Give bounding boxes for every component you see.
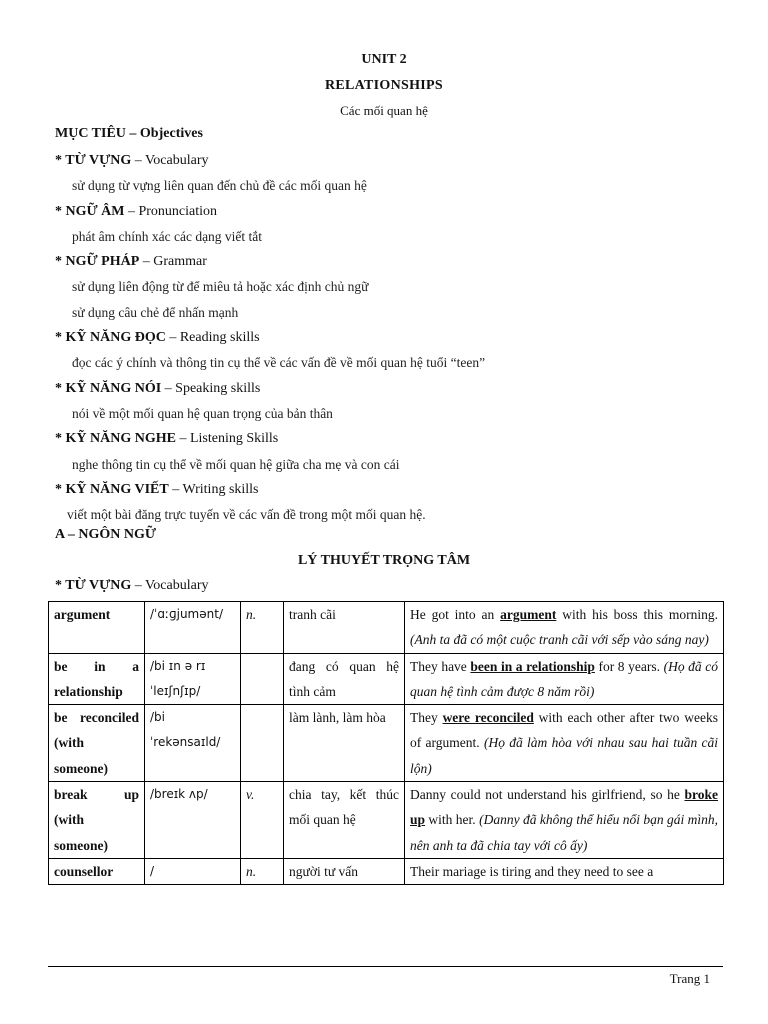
objective-listening: * KỸ NĂNG NGHE – Listening Skills — [55, 431, 279, 447]
vocab-word: be reconciled (with someone) — [49, 705, 145, 782]
section-a-heading: A – NGÔN NGỮ — [55, 527, 156, 542]
example-text: with his boss this morning. — [556, 607, 718, 622]
vocab-word: argument — [49, 602, 145, 654]
objective-writing: * KỸ NĂNG VIẾT – Writing skills — [55, 481, 259, 497]
vocab-part-of-speech — [241, 653, 284, 705]
vocab-meaning: chia tay, kết thúc mối quan hệ — [284, 782, 405, 859]
example-text: They — [410, 710, 443, 726]
objective-desc: nghe thông tin cụ thể về mối quan hệ giữa cha mẹ và con cái — [72, 456, 400, 472]
vocabulary-table — [48, 601, 724, 885]
vocab-example — [405, 782, 724, 859]
objectives-heading-en: Objectives — [139, 126, 203, 141]
vocab-example — [405, 705, 724, 782]
vocab-meaning: tranh cãi — [284, 602, 405, 654]
page-number: Trang 1 — [669, 971, 710, 986]
objective-reading: * KỸ NĂNG ĐỌC – Reading skills — [55, 330, 260, 346]
vocab-example — [405, 653, 724, 705]
vocab-ipa: /breɪk ʌp/ — [145, 782, 241, 859]
unit-subtitle: Các mối quan hệ — [340, 103, 428, 118]
objective-speaking: * KỸ NĂNG NÓI – Speaking skills — [55, 380, 261, 396]
vocab-part-of-speech: n. — [241, 858, 284, 884]
theory-title: LÝ THUYẾT TRỌNG TÂM — [297, 553, 471, 568]
example-translation: (Anh ta đã có một cuộc tranh cãi với sếp vào sáng nay) — [410, 632, 709, 648]
unit-title: RELATIONSHIPS — [324, 78, 443, 93]
table-row — [49, 602, 724, 654]
example-text: with her. — [425, 812, 476, 828]
vocab-meaning: người tư vấn — [284, 858, 405, 884]
vocab-word: break up (with someone) — [49, 782, 145, 859]
example-translation: (Họ đã làm hòa với nhau sau hai tuần cãi lộn) — [410, 735, 719, 776]
objectives-heading: MỤC TIÊU – Objectives — [55, 126, 203, 141]
vocab-word: be in a relationship — [49, 653, 145, 705]
example-highlight: were reconciled — [442, 710, 534, 726]
table-row — [49, 782, 724, 859]
vocabulary-heading: * TỪ VỰNG – Vocabulary — [55, 578, 209, 593]
objective-desc: phát âm chính xác các dạng viết tắt — [72, 228, 263, 244]
vocab-meaning: làm lành, làm hòa — [284, 705, 405, 782]
vocab-word: counsellor — [49, 858, 145, 884]
example-highlight: been in a relationship — [470, 658, 595, 674]
vocab-example — [405, 602, 724, 654]
objective-desc: nói về một mối quan hệ quan trọng của bản thân — [72, 405, 333, 421]
objective-desc: đọc các ý chính và thông tin cụ thể về các vấn đề về mối quan hệ tuổi “teen” — [72, 355, 486, 371]
objective-desc: sử dụng câu chẻ để nhấn mạnh — [72, 304, 239, 320]
objective-desc: sử dụng từ vựng liên quan đến chủ đề các mối quan hệ — [72, 178, 367, 194]
objective-desc: sử dụng liên động từ để miêu tả hoặc xác định chủ ngữ — [72, 279, 369, 295]
vocab-part-of-speech — [241, 705, 284, 782]
example-highlight: argument — [500, 607, 557, 622]
example-text: Their mariage is tiring and they need to see a — [410, 863, 654, 879]
objective-vocabulary: * TỪ VỰNG – Vocabulary — [55, 153, 209, 168]
footer-divider — [48, 966, 723, 967]
table-row — [49, 705, 724, 782]
objective-grammar: * NGỮ PHÁP – Grammar — [55, 254, 207, 270]
example-text: for 8 years. — [594, 658, 660, 674]
unit-number: UNIT 2 — [361, 52, 407, 67]
objectives-heading-vi: MỤC TIÊU — [55, 126, 126, 141]
vocab-part-of-speech: n. — [241, 602, 284, 654]
vocab-example — [405, 858, 724, 884]
example-text: Danny could not understand his girlfriend, so he — [410, 787, 685, 803]
vocab-ipa: /ˈɑːɡjumənt/ — [145, 602, 241, 654]
example-text: They have — [410, 658, 471, 674]
example-translation: (Danny đã không thể hiểu nổi bạn gái mình, nên anh ta đã chia tay với cô ấy) — [410, 812, 719, 853]
example-highlight: broke up — [410, 787, 718, 828]
objective-desc: viết một bài đăng trực tuyến về các vấn đề trong một mối quan hệ. — [67, 507, 426, 523]
objectives-list — [55, 152, 735, 531]
table-row — [49, 653, 724, 705]
objective-pronunciation: * NGỮ ÂM – Pronunciation — [55, 203, 218, 219]
example-text: He got into an — [410, 607, 501, 622]
vocab-ipa: / — [145, 858, 241, 884]
example-text: with each other after two weeks of argument. — [410, 710, 718, 751]
table-row — [49, 858, 724, 884]
vocab-ipa: /bi ˈrekənsaɪld/ — [145, 705, 241, 782]
vocab-meaning: đang có quan hệ tình cảm — [284, 653, 405, 705]
vocab-part-of-speech: v. — [241, 782, 284, 859]
example-translation: (Họ đã có quan hệ tình cảm được 8 năm rồi) — [410, 658, 718, 699]
vocab-ipa: /bi ɪn ə rɪˈleɪʃnʃɪp/ — [145, 653, 241, 705]
